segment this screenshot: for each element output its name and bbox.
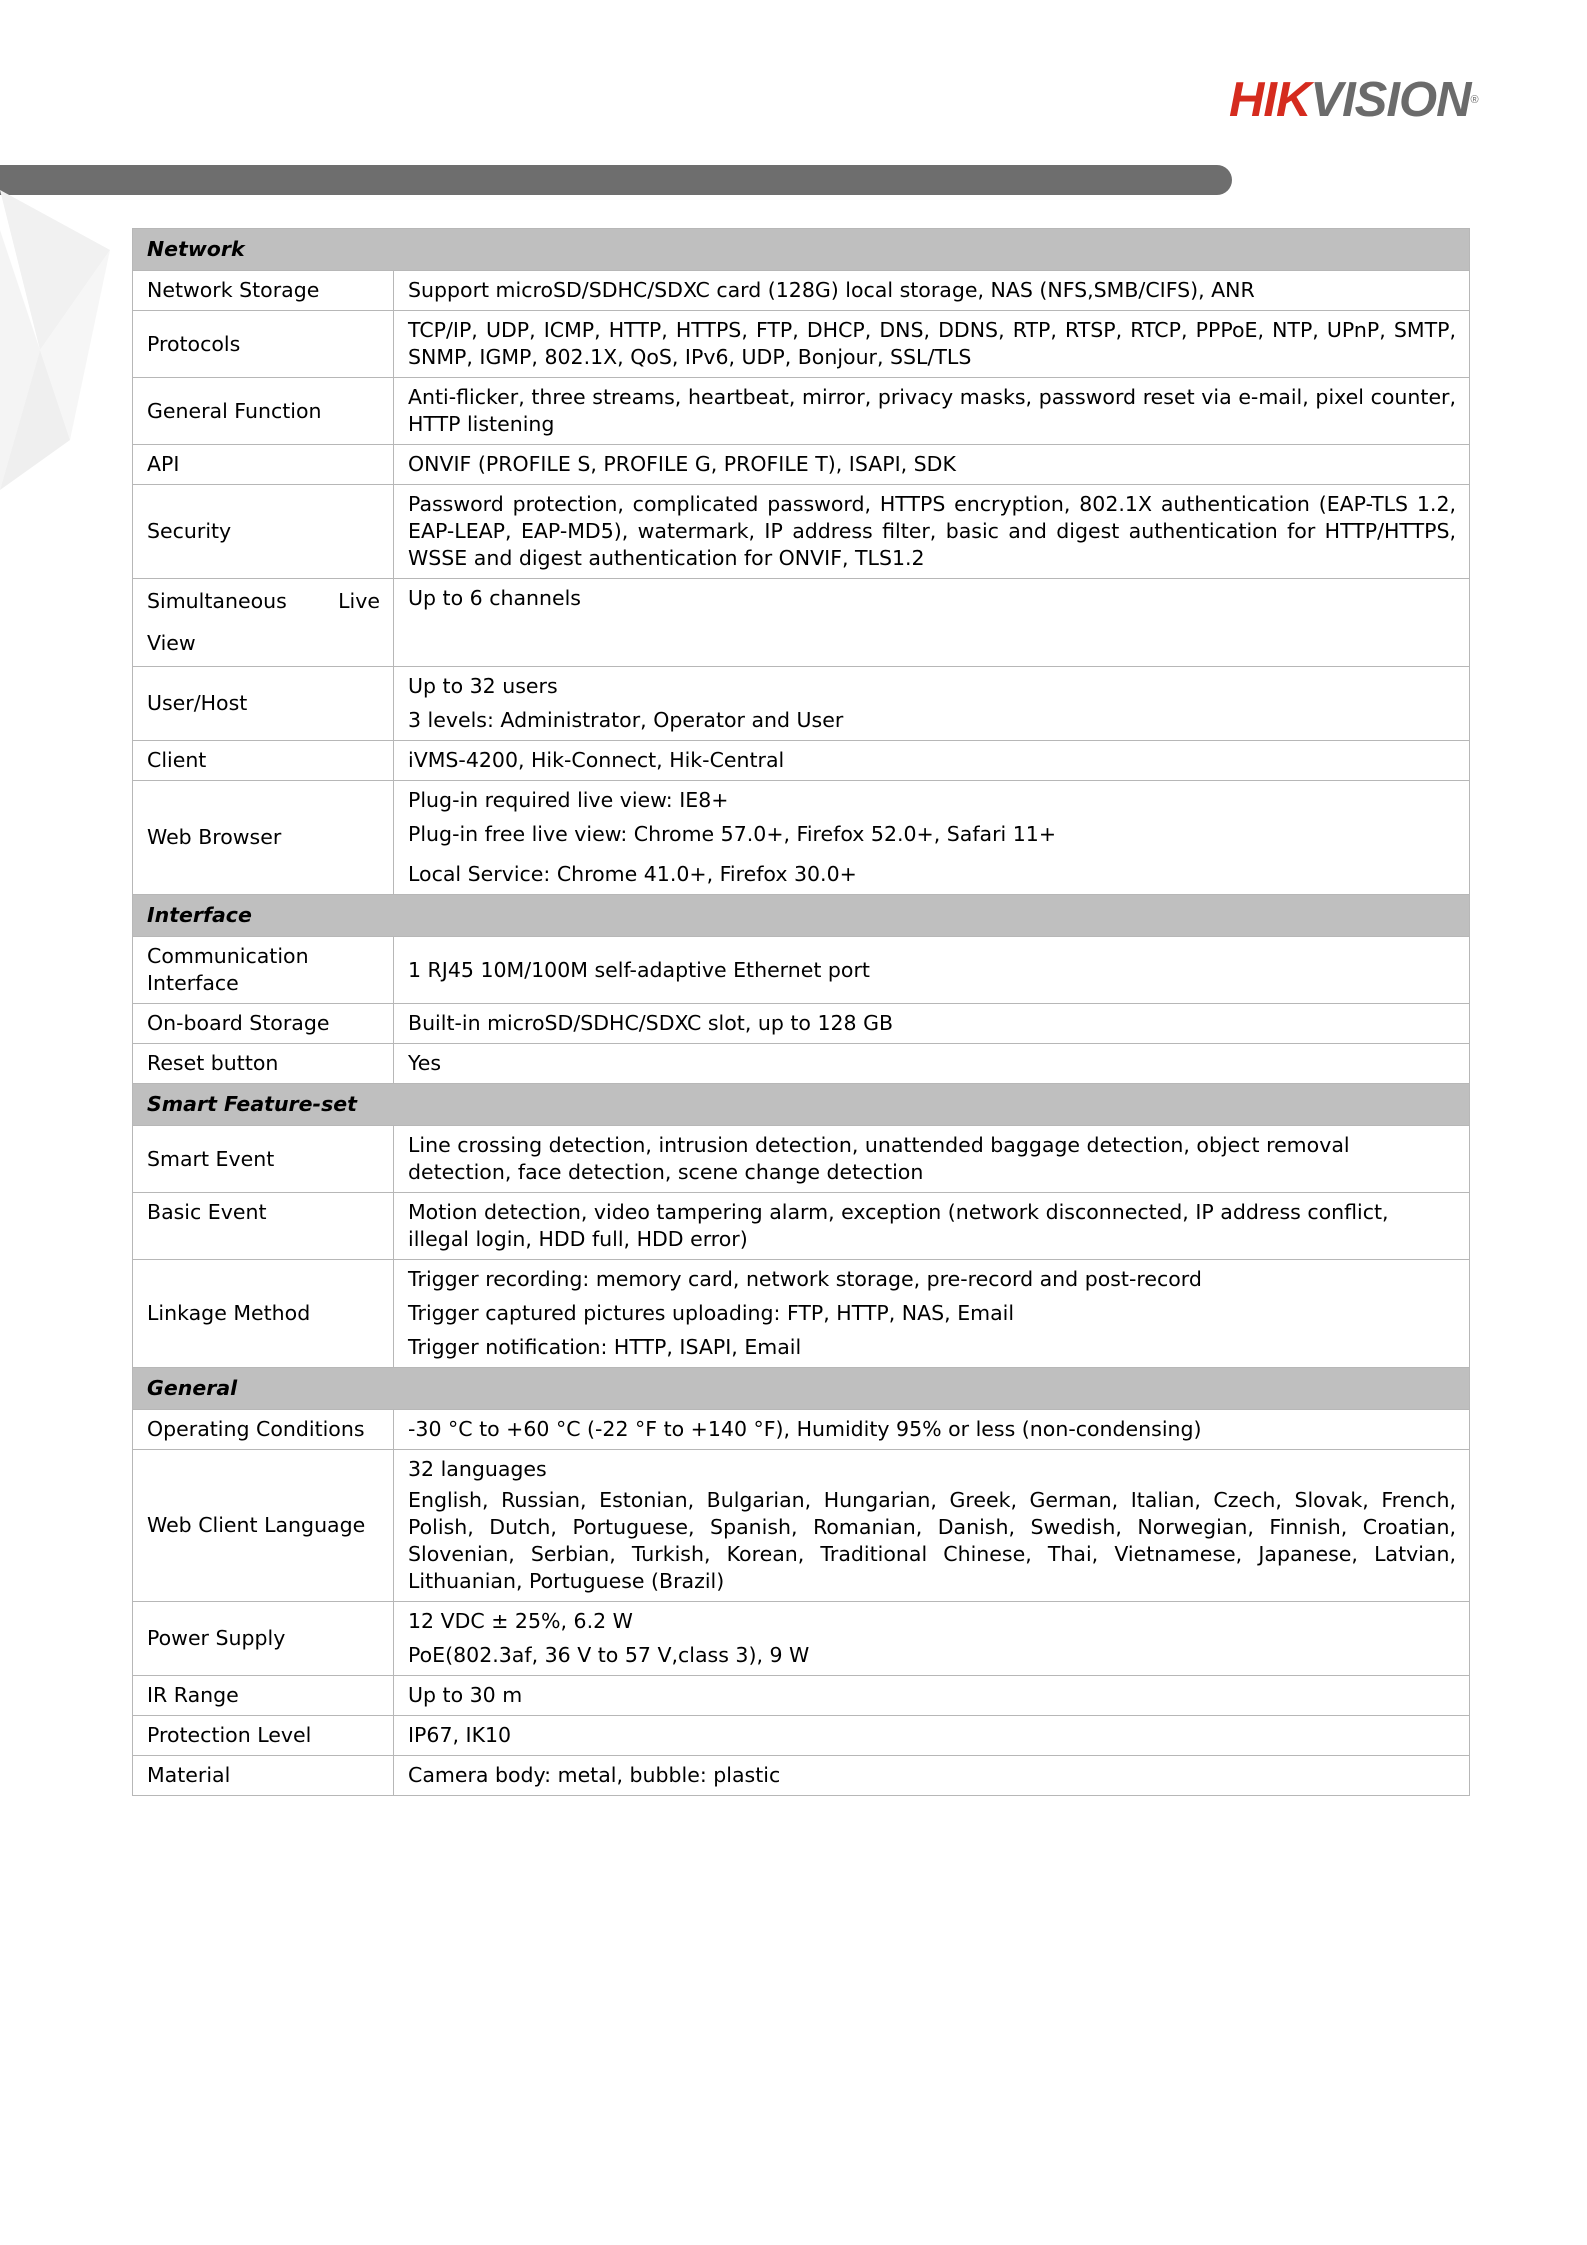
spec-label: Material xyxy=(133,1756,394,1796)
spec-value-line: Plug-in required live view: IE8+ xyxy=(408,788,729,812)
logo-vision: VISION xyxy=(1310,73,1471,127)
spec-label: Basic Event xyxy=(133,1193,394,1260)
spec-row xyxy=(133,667,1470,741)
spec-value: ONVIF (PROFILE S, PROFILE G, PROFILE T), ISAPI, SDK xyxy=(394,445,1470,485)
section-network xyxy=(133,229,1470,271)
spec-label xyxy=(133,579,394,667)
spec-value-line: 32 languages xyxy=(408,1457,547,1481)
spec-value-line: Trigger recording: memory card, network storage, pre-record and post-record xyxy=(408,1267,1202,1291)
spec-label: Protocols xyxy=(133,311,394,378)
spec-value xyxy=(394,781,1470,895)
spec-label-part: Live xyxy=(338,589,380,613)
spec-value: TCP/IP, UDP, ICMP, HTTP, HTTPS, FTP, DHCP, DNS, DDNS, RTP, RTSP, RTCP, PPPoE, NTP, UPnP, SMTP, SNMP, IGMP, 802.1X, QoS, IPv6, UDP, Bonjour, SSL/TLS xyxy=(394,311,1470,378)
logo-hik: HIK xyxy=(1229,73,1311,127)
hikvision-logo xyxy=(1229,70,1529,130)
spec-label: IR Range xyxy=(133,1676,394,1716)
spec-value-line: 12 VDC ± 25%, 6.2 W xyxy=(408,1609,633,1633)
spec-row xyxy=(133,1004,1470,1044)
spec-row xyxy=(133,1260,1470,1368)
spec-row xyxy=(133,937,1470,1004)
spec-value: Yes xyxy=(394,1044,1470,1084)
spec-row xyxy=(133,1676,1470,1716)
spec-label: Linkage Method xyxy=(133,1260,394,1368)
spec-row xyxy=(133,579,1470,667)
spec-value: Motion detection, video tampering alarm, exception (network disconnected, IP address conflict, illegal login, HDD full, HDD error) xyxy=(394,1193,1470,1260)
spec-value: iVMS-4200, Hik-Connect, Hik-Central xyxy=(394,741,1470,781)
spec-row xyxy=(133,445,1470,485)
spec-label: Protection Level xyxy=(133,1716,394,1756)
spec-row xyxy=(133,378,1470,445)
spec-label-line xyxy=(147,588,380,615)
spec-value: Line crossing detection, intrusion detection, unattended baggage detection, object removal detection, face detection, scene change detection xyxy=(394,1126,1470,1193)
spec-label: Reset button xyxy=(133,1044,394,1084)
spec-value-line: 3 levels: Administrator, Operator and User xyxy=(408,708,844,732)
spec-label-part: Simultaneous xyxy=(147,589,287,613)
spec-label: General Function xyxy=(133,378,394,445)
spec-value-line: Trigger captured pictures uploading: FTP, HTTP, NAS, Email xyxy=(408,1301,1015,1325)
spec-row xyxy=(133,271,1470,311)
spec-value: 1 RJ45 10M/100M self-adaptive Ethernet port xyxy=(394,937,1470,1004)
spec-label: Client xyxy=(133,741,394,781)
spec-row xyxy=(133,1410,1470,1450)
spec-label: Web Client Language xyxy=(133,1450,394,1602)
spec-value: Support microSD/SDHC/SDXC card (128G) local storage, NAS (NFS,SMB/CIFS), ANR xyxy=(394,271,1470,311)
spec-label xyxy=(133,937,394,1004)
spec-value xyxy=(394,1260,1470,1368)
spec-label-part: View xyxy=(147,631,196,655)
spec-value-line: Local Service: Chrome 41.0+, Firefox 30.0+ xyxy=(408,862,857,886)
spec-label: API xyxy=(133,445,394,485)
spec-label: On-board Storage xyxy=(133,1004,394,1044)
spec-row xyxy=(133,311,1470,378)
specification-table xyxy=(132,228,1470,1796)
spec-label: User/Host xyxy=(133,667,394,741)
section-title: Interface xyxy=(133,895,1470,937)
spec-row xyxy=(133,1044,1470,1084)
spec-row xyxy=(133,1716,1470,1756)
spec-value: -30 °C to +60 °C (-22 °F to +140 °F), Humidity 95% or less (non-condensing) xyxy=(394,1410,1470,1450)
spec-value-line: English, Russian, Estonian, Bulgarian, Hungarian, Greek, German, Italian, Czech, Slovak, French, Polish, Dutch, Portuguese, Spanish, Romanian, Danish, Swedish, Norwegian, Finnish, Croatian, Slovenian, Serbian, Turkish, Korean, Traditional Chinese, Thai, Vietnamese, Japanese, Latvian, Lithuanian, Portuguese (Brazil) xyxy=(408,1488,1457,1593)
header-bar xyxy=(0,165,1232,195)
section-title: Smart Feature-set xyxy=(133,1084,1470,1126)
section-title: General xyxy=(133,1368,1470,1410)
spec-value-line: Trigger notification: HTTP, ISAPI, Email xyxy=(408,1335,802,1359)
spec-value-line: PoE(802.3af, 36 V to 57 V,class 3), 9 W xyxy=(408,1643,810,1667)
spec-value: Password protection, complicated password, HTTPS encryption, 802.1X authentication (EAP-TLS 1.2, EAP-LEAP, EAP-MD5), watermark, IP address filter, basic and digest authentication for HTTP/HTTPS, WSSE and digest authentication for ONVIF, TLS1.2 xyxy=(394,485,1470,579)
spec-value: Up to 6 channels xyxy=(394,579,1470,667)
spec-value-line: Plug-in free live view: Chrome 57.0+, Firefox 52.0+, Safari 11+ xyxy=(408,822,1057,846)
spec-value: Built-in microSD/SDHC/SDXC slot, up to 128 GB xyxy=(394,1004,1470,1044)
spec-value xyxy=(394,1450,1470,1602)
section-title: Network xyxy=(133,229,1470,271)
logo-registered-mark: ® xyxy=(1470,94,1478,106)
spec-label: Power Supply xyxy=(133,1602,394,1676)
spec-row xyxy=(133,1602,1470,1676)
spec-label: Security xyxy=(133,485,394,579)
spec-row xyxy=(133,1126,1470,1193)
spec-label: Smart Event xyxy=(133,1126,394,1193)
watermark-graphic xyxy=(0,190,120,520)
section-interface xyxy=(133,895,1470,937)
section-smart-feature-set xyxy=(133,1084,1470,1126)
spec-row xyxy=(133,1450,1470,1602)
spec-value: Up to 30 m xyxy=(394,1676,1470,1716)
spec-row xyxy=(133,485,1470,579)
spec-label-part: Interface xyxy=(147,971,239,995)
spec-label: Network Storage xyxy=(133,271,394,311)
spec-value: Camera body: metal, bubble: plastic xyxy=(394,1756,1470,1796)
spec-row xyxy=(133,1756,1470,1796)
spec-row xyxy=(133,741,1470,781)
spec-label: Operating Conditions xyxy=(133,1410,394,1450)
spec-value: IP67, IK10 xyxy=(394,1716,1470,1756)
spec-row xyxy=(133,1193,1470,1260)
spec-label-part: Communication xyxy=(147,944,309,968)
section-general xyxy=(133,1368,1470,1410)
spec-value xyxy=(394,1602,1470,1676)
spec-value-line: Up to 32 users xyxy=(408,674,558,698)
spec-row xyxy=(133,781,1470,895)
spec-value: Anti-flicker, three streams, heartbeat, mirror, privacy masks, password reset via e-mail, pixel counter, HTTP listening xyxy=(394,378,1470,445)
spec-value xyxy=(394,667,1470,741)
spec-label: Web Browser xyxy=(133,781,394,895)
